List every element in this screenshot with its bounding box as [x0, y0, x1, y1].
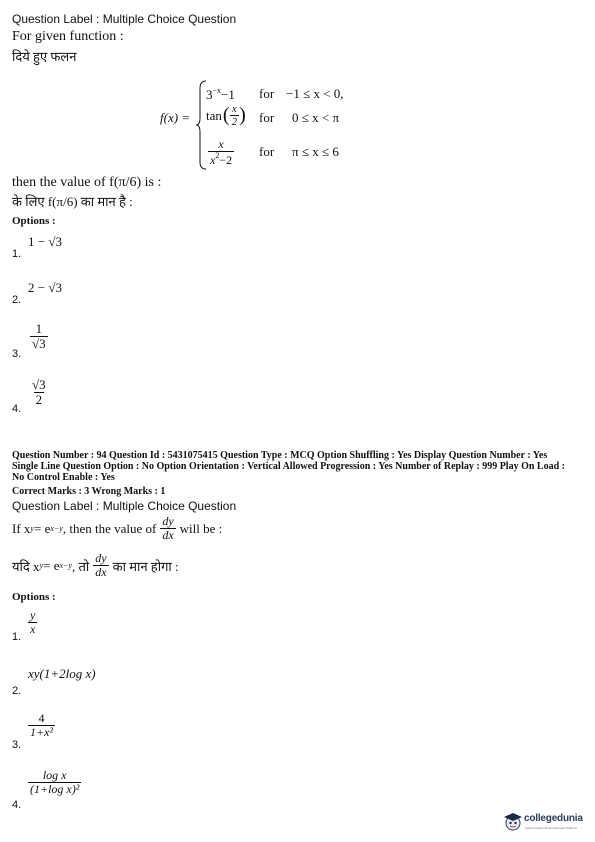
- option-text: 1 − √3: [28, 234, 62, 249]
- q1-label: Question Label : Multiple Choice Question: [12, 12, 237, 26]
- q1-then-hi: के लिए f(π/6) का मान है :: [12, 194, 133, 209]
- option-text: xy(1+2log x): [28, 666, 96, 681]
- option-number: 4.: [12, 403, 22, 415]
- q1-options-label: Options :: [12, 215, 56, 227]
- collegedunia-logo: [503, 810, 591, 834]
- q2-meta-line-2: Single Line Question Option : No Option Orientation : Vertical Allowed Progression : Yes Number of Replay : 999 Play On Load :: [12, 461, 565, 472]
- option-number: 1.: [12, 248, 22, 260]
- q2-options-label: Options :: [12, 591, 56, 603]
- option-fraction: $\frac{y}{x}$: [30, 608, 36, 637]
- q1-stem-en: For given function :: [12, 29, 124, 44]
- option-fraction: $\frac{4}{\text{1+x²}}$: [30, 711, 54, 740]
- option-text: 2 − √3: [28, 280, 62, 295]
- option-fraction: $\frac{\text{log x}}{\text{(1+log x)²}}$: [30, 768, 80, 797]
- logo-text: collegedunia: [524, 813, 583, 824]
- option-number: 2.: [12, 685, 22, 697]
- q2-meta-line-1: Question Number : 94 Question Id : 5431075415 Question Type : MCQ Option Shuffling : Yes Display Question Number : Yes: [12, 450, 548, 461]
- option-number: 2.: [12, 294, 22, 306]
- q1-stem-hi: दिये हुए फलन: [12, 49, 77, 64]
- option-number: 3.: [12, 739, 22, 751]
- option-number: 3.: [12, 348, 22, 360]
- piece-2-cond: 0 ≤ x < π: [292, 110, 340, 125]
- piece-3-cond: π ≤ x ≤ 6: [292, 144, 339, 159]
- piece-2-expr: tan ( $\frac{x}{2}$ ): [206, 103, 246, 129]
- piece-1-for: for: [259, 86, 275, 101]
- piece-1-expr: $3^{-x}-1$: [206, 86, 235, 102]
- option-number: 1.: [12, 631, 22, 643]
- q2-stem-en: If x y = e x−y , then the value of $\frac{dy}{dx}$ will be :: [12, 514, 223, 543]
- option-fraction: $\frac{1}{√3}$: [32, 321, 46, 352]
- q2-stem-hi: यदि x y = e x−y , तो $\frac{dy}{dx}$ का मान होगा :: [12, 551, 179, 580]
- piece-3-for: for: [259, 144, 275, 159]
- q2-marks: Correct Marks : 3 Wrong Marks : 1: [12, 486, 166, 497]
- piece-2-for: for: [259, 110, 275, 125]
- q2-label: Question Label : Multiple Choice Question: [12, 499, 237, 513]
- logo-tagline: India's largest Student Review Platform: [525, 826, 578, 830]
- q1-then-en: then the value of f(π/6) is :: [12, 175, 162, 190]
- function-lhs: f(x) =: [160, 110, 191, 125]
- piece-1-cond: −1 ≤ x < 0,: [286, 86, 344, 101]
- option-number: 4.: [12, 799, 22, 811]
- option-fraction: $\frac{√3}{2}$: [32, 377, 46, 408]
- q2-meta-line-3: No Control Enable : Yes: [12, 472, 115, 483]
- graduation-cap-icon: [503, 811, 523, 831]
- piece-3-expr: $\frac{x}{x^2-2}$: [210, 137, 233, 168]
